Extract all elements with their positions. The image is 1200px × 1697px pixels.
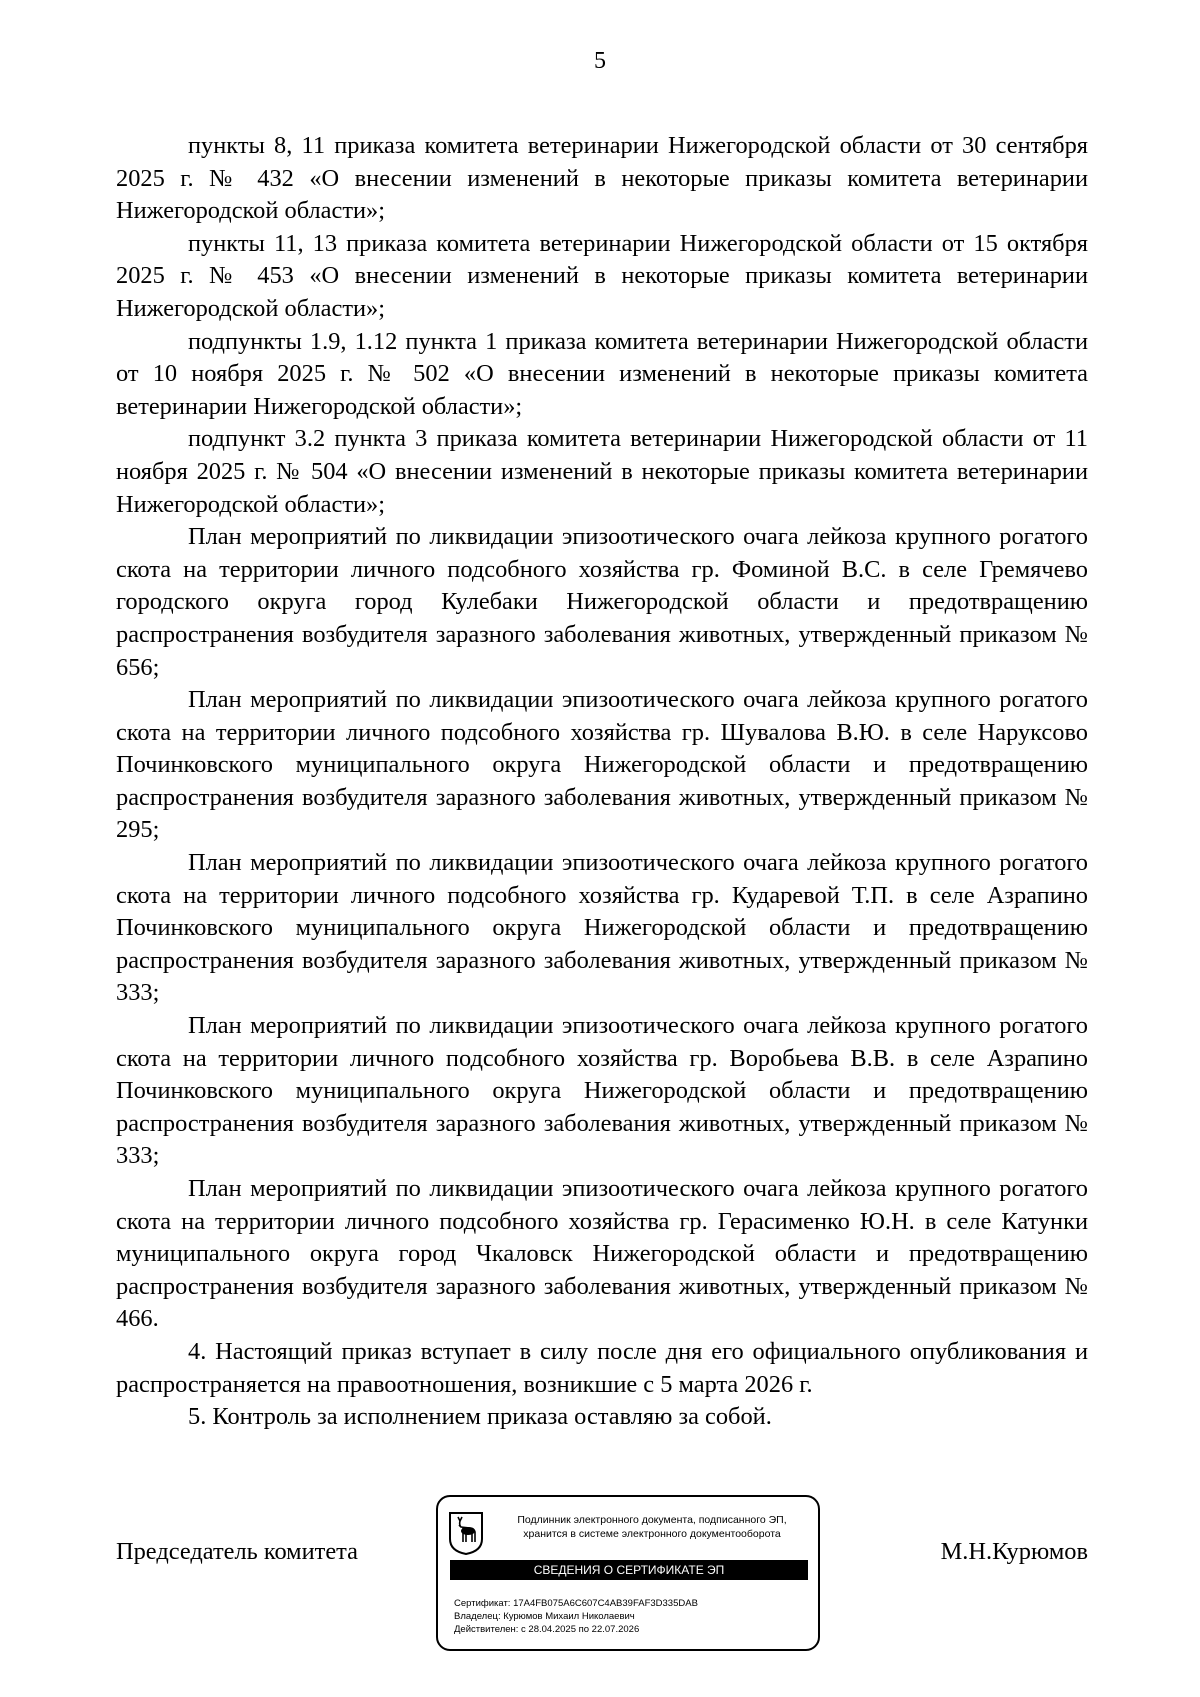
certificate-owner: Владелец: Курюмов Михаил Николаевич	[454, 1611, 635, 1622]
stamp-header: СВЕДЕНИЯ О СЕРТИФИКАТЕ ЭП	[450, 1560, 808, 1580]
paragraph: План мероприятий по ликвидации эпизоотического очага лейкоза крупного рогатого скота на территории личного подсобного хозяйства гр. Воробьева В.В. в селе Азрапино Починковского муниципального округа Нижегородской области и предотвращению распространения возбудителя заразного заболевания животных, утвержденный приказом № 333;	[116, 1012, 1088, 1170]
deer-coat-of-arms-icon	[448, 1511, 484, 1555]
signer-role: Председатель комитета	[116, 1538, 358, 1565]
paragraph: План мероприятий по ликвидации эпизоотического очага лейкоза крупного рогатого скота на территории личного подсобного хозяйства гр. Герасименко Ю.Н. в селе Катунки муниципального округа город Чкаловск Нижегородской области и предотвращению распространения возбудителя заразного заболевания животных, утвержденный приказом № 466.	[116, 1175, 1088, 1333]
certificate-validity: Действителен: с 28.04.2025 по 22.07.2026	[454, 1624, 640, 1635]
paragraph: подпункты 1.9, 1.12 пункта 1 приказа комитета ветеринарии Нижегородской области от 10 ноября 2025 г. № 502 «О внесении изменений в некоторые приказы комитета ветеринарии Нижегородской области»;	[116, 327, 1088, 420]
signer-name: М.Н.Курюмов	[940, 1538, 1088, 1565]
certificate-number: Сертификат: 17A4FB075A6C607C4AB39FAF3D335DAB	[454, 1598, 698, 1609]
page-number: 5	[594, 48, 606, 74]
paragraph: подпункт 3.2 пункта 3 приказа комитета ветеринарии Нижегородской области от 11 ноября 2025 г. № 504 «О внесении изменений в некоторые приказы комитета ветеринарии Нижегородской области»;	[116, 425, 1088, 518]
paragraph: 5. Контроль за исполнением приказа оставляю за собой.	[188, 1403, 772, 1431]
stamp-note-line: хранится в системе электронного документооборота	[523, 1528, 781, 1540]
stamp-note-line: Подлинник электронного документа, подписанного ЭП,	[517, 1514, 787, 1526]
document-body	[116, 130, 1088, 1434]
paragraph: План мероприятий по ликвидации эпизоотического очага лейкоза крупного рогатого скота на территории личного подсобного хозяйства гр. Шувалова В.Ю. в селе Наруксово Починковского муниципального округа Нижегородской области и предотвращению распространения возбудителя заразного заболевания животных, утвержденный приказом № 295;	[116, 686, 1088, 844]
paragraph: План мероприятий по ликвидации эпизоотического очага лейкоза крупного рогатого скота на территории личного подсобного хозяйства гр. Кударевой Т.П. в селе Азрапино Починковского муниципального округа Нижегородской области и предотвращению распространения возбудителя заразного заболевания животных, утвержденный приказом № 333;	[116, 849, 1088, 1007]
paragraph: пункты 11, 13 приказа комитета ветеринарии Нижегородской области от 15 октября 2025 г. № 453 «О внесении изменений в некоторые приказы комитета ветеринарии Нижегородской области»;	[116, 229, 1088, 322]
electronic-signature-stamp	[436, 1495, 820, 1651]
paragraph: План мероприятий по ликвидации эпизоотического очага лейкоза крупного рогатого скота на территории личного подсобного хозяйства гр. Фоминой В.С. в селе Гремячево городского округа город Кулебаки Нижегородской области и предотвращению распространения возбудителя заразного заболевания животных, утвержденный приказом № 656;	[116, 523, 1088, 681]
paragraph: пункты 8, 11 приказа комитета ветеринарии Нижегородской области от 30 сентября 2025 г. № 432 «О внесении изменений в некоторые приказы комитета ветеринарии Нижегородской области»;	[116, 132, 1088, 225]
paragraph: 4. Настоящий приказ вступает в силу после дня его официального опубликования и распространяется на правоотношения, возникшие с 5 марта 2026 г.	[116, 1337, 1088, 1398]
certificate-details	[454, 1597, 698, 1636]
stamp-note	[492, 1513, 812, 1541]
